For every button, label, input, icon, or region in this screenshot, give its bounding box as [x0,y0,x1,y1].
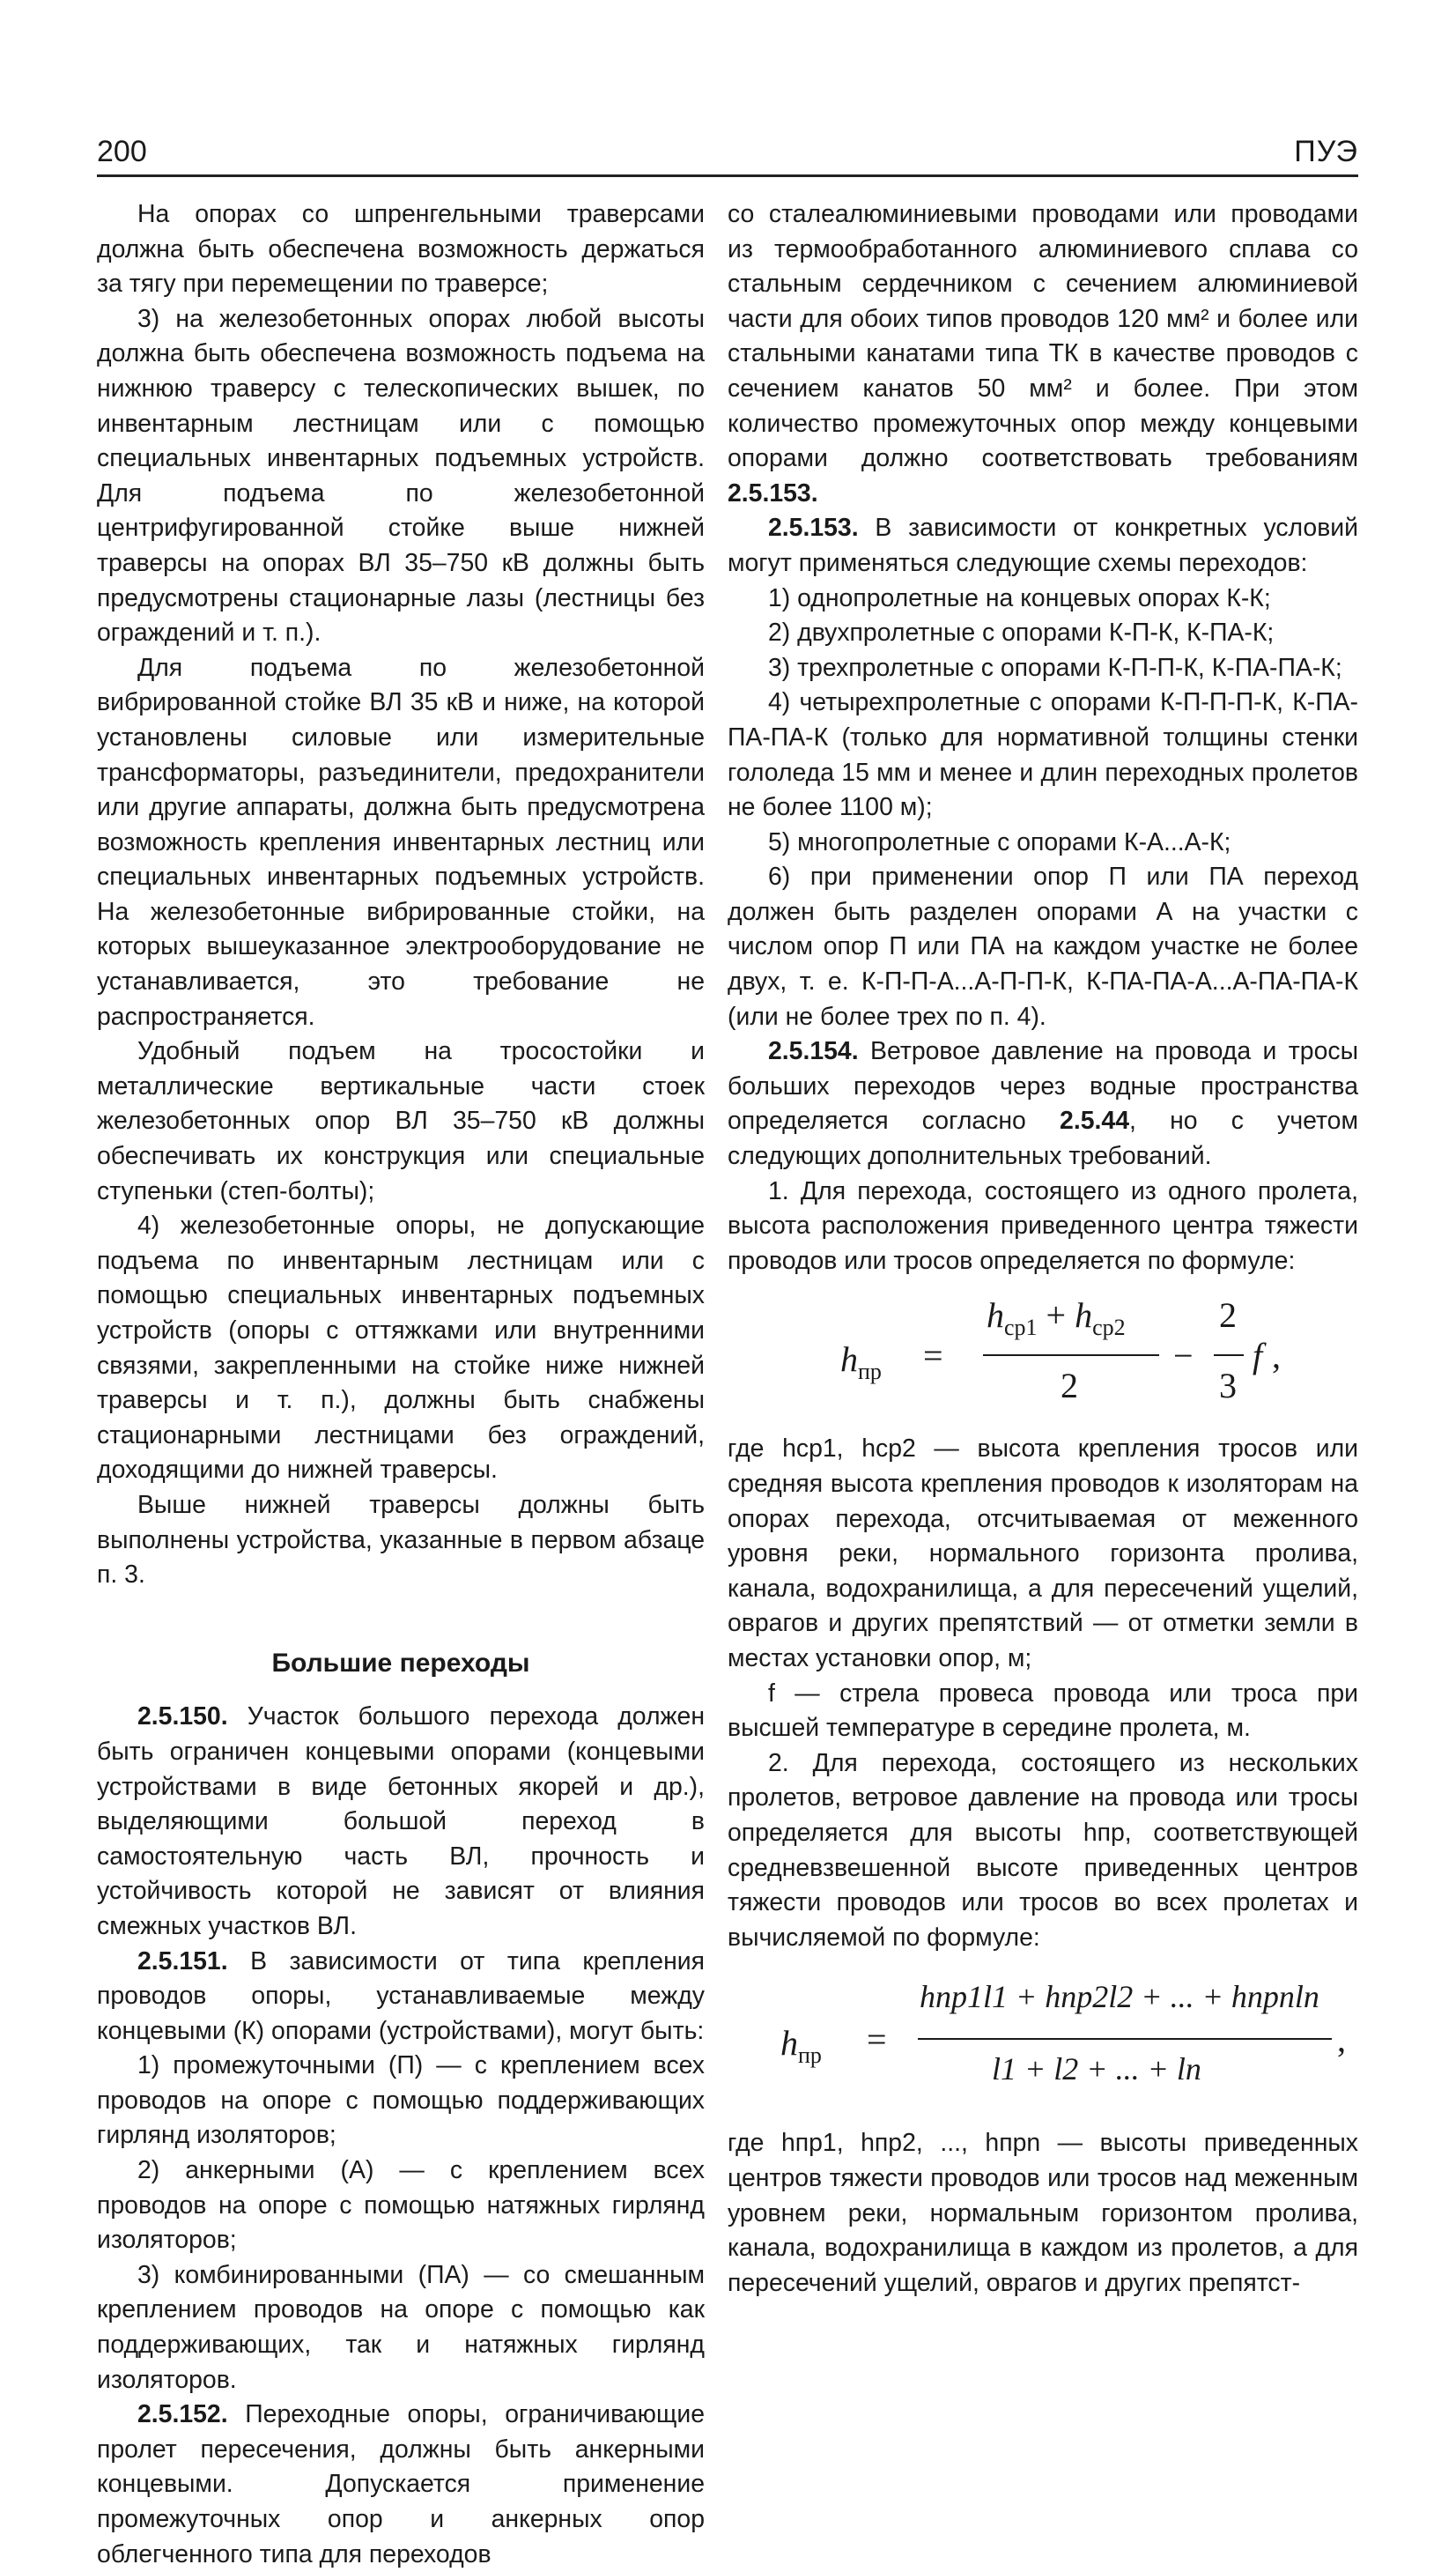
clause-reference: 2.5.44 [1060,1107,1129,1136]
clause-number: 2.5.152. [137,2400,228,2429]
paragraph: 2. Для перехода, состоящего из нескольких пролетов, ветровое давление на провода или тросы определяется для высоты hпр, соответствующей средневзвешенной высоте приведенных центров тяжести проводов или тросов во всех пролетах и вычисляемой по формуле: [728,1748,1358,1952]
clause-text: Ветровое давление на провода и тросы больших переходов через водные пространства определяется согласно [728,1037,1358,1136]
paragraph: 1. Для перехода, состоящего из одного пролета, высота расположения приведенного центра тяжести проводов или тросов определяется по формуле: [728,1176,1358,1275]
formula-lhs: $h_{пр}$ [840,1339,882,1385]
page-number: 200 [97,135,147,168]
list-item: 3) комбинированными (ПА) — со смешанным креплением проводов на опоре с помощью как поддерживающих, так и натяжных гирлянд изоляторов. [97,2260,705,2394]
paragraph: На опорах со шпренгельными траверсами должна быть обеспечена возможность держаться за тягу при перемещении по траверсе; [97,200,705,299]
list-item: 3) трехпролетные с опорами К-П-П-К, К-ПА-ПА-К; [768,653,1342,682]
paragraph: 3) на железобетонных опорах любой высоты должна быть обеспечена возможность подъема на нижнюю траверсу с телескопических вышек, по инвентарным лестницам или с помощью специальных инвентарных подъемных устройств. Для подъема по железобетонной центрифугированной стойке выше нижней траверсы на опорах ВЛ 35–750 кВ должны быть предусмотрены стационарные лазы (лестницы без ограждений и т. п.). [97,304,705,648]
list-item: 2) двухпролетные с опорами К-П-К, К-ПА-К; [768,619,1275,648]
formula-fraction-denominator: 3 [1219,1366,1237,1406]
list-item: 1) однопролетные на концевых опорах К-К; [768,583,1271,612]
paragraph: Выше нижней траверсы должны быть выполнены устройства, указанные в первом абзаце п. 3. [97,1490,705,1590]
list-item: 6) при применении опор П или ПА переход должен быть разделен опорами А на участки с числом опор П или ПА на каждом участке не более двух, т. е. К-П-П-А...А-П-П-К, К-ПА-ПА-А...А-ПА-ПА-К (или не более трех по п. 4). [728,863,1358,1031]
section-title: Большие переходы [271,1648,530,1678]
clause-number: 2.5.150. [137,1702,228,1731]
list-item: 4) четырехпролетные с опорами К-П-П-П-К, К-ПА-ПА-ПА-К (только для нормативной толщины стенки гололеда 15 мм и менее и длин переходных пролетов не более 1100 м); [728,688,1358,822]
clause-text: Переходные опоры, ограничивающие пролет пересечения, должны быть анкерными концевыми. Допускается применение промежуточных опор и анкерных опор облегченного типа для переходов [97,2400,705,2568]
paragraph [728,197,1358,511]
left-column [97,197,705,2572]
list-item: 2) анкерными (А) — с креплением всех проводов на опоре с помощью натяжных гирлянд изоляторов; [97,2156,705,2255]
clause-text: В зависимости от конкретных условий могут применяться следующие схемы переходов: [728,514,1358,577]
clause-text: Участок большого перехода должен быть ограничен концевыми опорами (концевыми устройствами в виде бетонных якорей и др.), выделяющими большой переход в самостоятельную часть ВЛ, прочность и устойчивость которой не зависят от влияния смежных участков ВЛ. [97,1702,705,1940]
clause-reference: 2.5.153. [728,478,818,508]
paragraph: Удобный подъем на тросостойки и металлические вертикальные части стоек железобетонных опор ВЛ 35–750 кВ должны обеспечивать их конструкция или специальные ступеньки (степ-болты); [97,1037,705,1205]
clause-2-5-153 [728,511,1358,581]
formula-equals: = [867,2020,887,2060]
paragraph: f — стрела провеса провода или троса при высшей температуре в середине пролета, м. [728,1679,1358,1743]
paragraph: где hср1, hср2 — высота крепления тросов или средняя высота крепления проводов к изоляторам на опорах перехода, отсчитываемая от меженного уровня реки, нормального горизонта пролива, канала, водохранилища, а для пересечений ущелий, оврагов и других препятствий — от отметки земли в местах установки опор, м; [728,1434,1358,1672]
formula-lhs: $h_{пр}$ [780,2023,822,2069]
formula-denominator: l1 + l2 + ... + ln [992,2051,1201,2087]
fraction-bar [918,2038,1332,2040]
clause-2-5-151 [97,1945,705,2049]
fraction-bar [1214,1354,1244,1356]
clause-2-5-152 [97,2398,705,2572]
clause-2-5-150 [97,1700,705,1944]
formula-single-span [728,1289,1358,1421]
formula-multi-span [728,1966,1358,2116]
page-header [97,130,1358,177]
paragraph: Для подъема по железобетонной вибрированной стойке ВЛ 35 кВ и ниже, на которой установлены силовые или измерительные трансформаторы, разъединители, предохранители или другие аппараты, должна быть предусмотрена возможность крепления инвентарных лестниц или специальных инвентарных подъемных устройств. На железобетонные вибрированные стойки, на которых вышеуказанное электрооборудование не устанавливается, это требование не распространяется. [97,653,705,1031]
formula-comma: , [1272,1336,1281,1376]
paragraph-text: со сталеалюминиевыми проводами или проводами из термообработанного алюминиевого сплава со стальным сердечником с сечением алюминиевой части для обоих типов проводов 120 мм² и более или стальными канатами типа ТК в качестве проводов с сечением канатов 50 мм² и более. При этом количество промежуточных опор между концевыми опорами должно соответствовать требованиям [728,200,1358,473]
clause-number: 2.5.153. [768,514,859,543]
clause-text: В зависимости от типа крепления проводов опоры, устанавливаемые между концевыми (К) опорами (устройствами), могут быть: [97,1946,705,2045]
formula-minus: − [1173,1336,1194,1376]
running-head: ПУЭ [1294,135,1358,168]
clause-number: 2.5.151. [137,1946,228,1975]
paragraph: где hпр1, hпр2, ..., hпрn — высоты приведенных центров тяжести проводов или тросов над меженным уровнем реки, нормальным горизонтом пролива, канала, водохранилища в каждом из пролетов, а для пересечений ущелий, оврагов и других препятст- [728,2129,1358,2297]
fraction-bar [983,1354,1159,1356]
formula-comma: , [1337,2020,1346,2060]
list-item: 5) многопролетные с опорами К-А...А-К; [768,827,1231,856]
formula-f: f [1253,1336,1263,1376]
clause-2-5-154 [728,1034,1358,1174]
formula-fraction-numerator: 2 [1219,1295,1237,1336]
clause-number: 2.5.154. [768,1037,859,1066]
formula-denominator: 2 [1061,1366,1078,1406]
clause-text: , но с учетом следующих дополнительных требований. [728,1107,1358,1171]
formula-numerator: $h_{ср1} + h_{ср2}$ [987,1295,1126,1341]
list-item: 1) промежуточными (П) — с креплением всех проводов на опоре с помощью поддерживающих гирлянд изоляторов; [97,2051,705,2150]
formula-numerator: hпр1l1 + hпр2l2 + ... + hпрnln [920,1979,1319,2015]
right-column [728,197,1358,2301]
paragraph: 4) железобетонные опоры, не допускающие подъема по инвентарным лестницам или с помощью специальных инвентарных подъемных устройств (опоры с оттяжками или внутренними связями, закрепленными на стойке ниже нижней траверсы и т. п.), должны быть снабжены стационарными лестницами без ограждений, доходящими до нижней траверсы. [97,1212,705,1485]
formula-equals: = [923,1336,943,1376]
